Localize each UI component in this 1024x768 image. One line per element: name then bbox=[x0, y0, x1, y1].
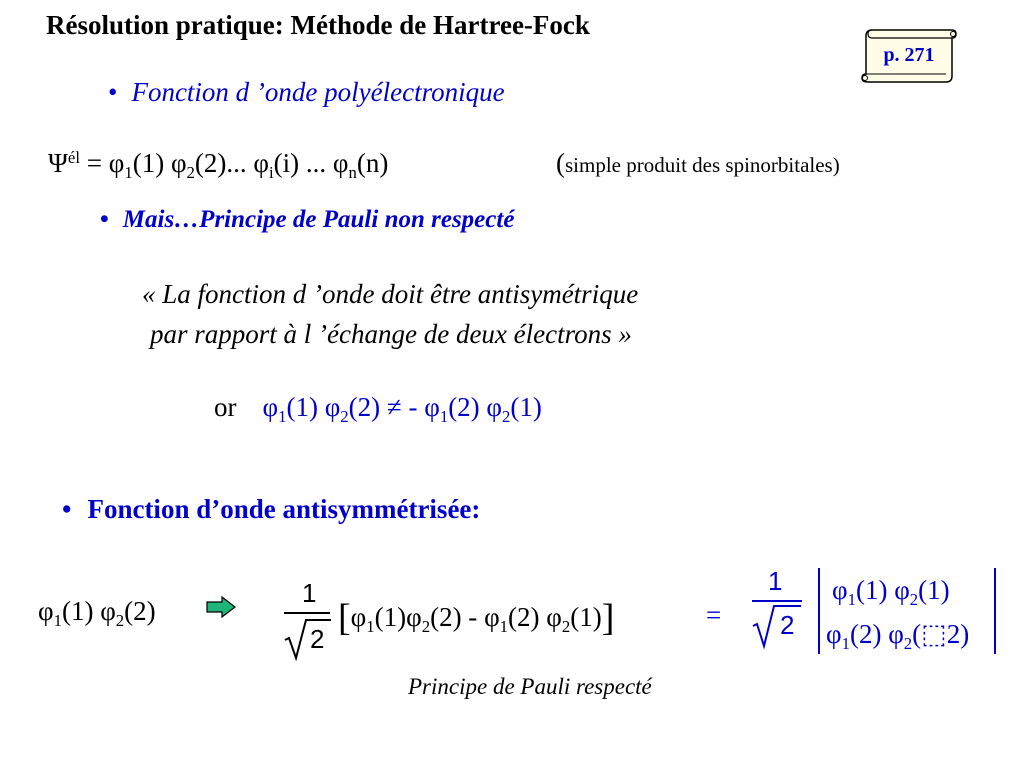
bullet-polyelectronic-wavefunction bbox=[108, 77, 505, 108]
inequality-expression: $\varphi_1(1) \varphi_2(2)$ ≠ - $\varphi_1(2)$ $\varphi_2(1)$ bbox=[262, 392, 542, 426]
bullet-text: Mais…Principe de Pauli non respecté bbox=[122, 206, 515, 233]
antisymmetry-quote-line-2: par rapport à l ’échange de deux électrons » bbox=[150, 319, 632, 349]
fraction-bar bbox=[284, 612, 330, 614]
bullet-dot: • bbox=[62, 494, 72, 524]
hartree-product-equation bbox=[48, 147, 389, 182]
fraction-numerator: 1 bbox=[302, 578, 317, 608]
bullet-antisymmetrized-wavefunction bbox=[62, 494, 480, 525]
argument: (n) bbox=[356, 148, 389, 178]
subscript: 2 bbox=[186, 162, 195, 182]
determinant-prefactor-bar bbox=[752, 600, 802, 602]
argument: (1) bbox=[132, 148, 171, 178]
subscript: n bbox=[348, 162, 357, 182]
subscript: 1 bbox=[124, 162, 133, 182]
page-reference-scroll bbox=[860, 28, 958, 84]
green-right-arrow-icon bbox=[206, 596, 236, 618]
phi-symbol: φ bbox=[332, 148, 349, 178]
determinant-sqrt-sign bbox=[752, 604, 802, 650]
missing-glyph-box: ⬚ bbox=[921, 619, 947, 649]
antisymmetry-quote-line-1: « La fonction d ’onde doit être antisymétrique bbox=[142, 279, 639, 309]
bullet-text: Fonction d ’onde polyélectronique bbox=[131, 77, 505, 107]
phi-symbol: φ bbox=[108, 148, 125, 178]
argument: (2)... bbox=[194, 148, 254, 178]
bullet-pauli-not-respected bbox=[100, 206, 514, 234]
sqrt-sign bbox=[284, 618, 332, 662]
bullet-dot: • bbox=[108, 77, 118, 107]
product-lhs: $\varphi_1(1)$ $\varphi_2(2)$ bbox=[38, 596, 156, 630]
bullet-text: Fonction d’onde antisymmétrisée: bbox=[87, 494, 481, 524]
fraction-denominator: 2 bbox=[310, 624, 325, 654]
equals-sign: = bbox=[80, 148, 109, 178]
bullet-dot: • bbox=[100, 206, 109, 233]
page-reference: p. 271 bbox=[883, 44, 935, 66]
pauli-respected-note: Principe de Pauli respecté bbox=[408, 674, 652, 699]
slater-determinant-row-2: $\varphi_1(2)$ $\varphi_2(⬚2)$ bbox=[826, 619, 970, 653]
slide-title: Résolution pratique: Méthode de Hartree-Fock bbox=[46, 10, 590, 40]
slater-determinant-row-1: $\varphi_1(1)$ $\varphi_2(1)$ bbox=[832, 575, 950, 609]
psi-superscript: él bbox=[67, 147, 80, 167]
determinant-left-bar bbox=[818, 568, 820, 654]
antisymmetrized-combination: [$\varphi_1(1)\varphi_2(2) - \varphi_1(2)$ $\varphi_2(1)$] bbox=[338, 597, 615, 639]
note-text: simple produit des spinorbitales) bbox=[565, 153, 840, 177]
phi-symbol: φ bbox=[170, 148, 187, 178]
or-word: or bbox=[214, 392, 237, 422]
simple-product-note bbox=[556, 148, 840, 179]
determinant-right-bar bbox=[994, 568, 996, 654]
open-paren: ( bbox=[556, 148, 565, 178]
equals-sign: = bbox=[706, 600, 722, 630]
phi-symbol: φ bbox=[253, 148, 269, 178]
determinant-prefactor-numerator: 1 bbox=[768, 566, 783, 596]
determinant-prefactor-denominator: 2 bbox=[780, 610, 795, 640]
inequality-line bbox=[214, 392, 542, 426]
argument: (i) ... bbox=[273, 148, 333, 178]
psi-symbol: Ψ bbox=[48, 148, 68, 178]
subscript: i bbox=[268, 162, 274, 182]
